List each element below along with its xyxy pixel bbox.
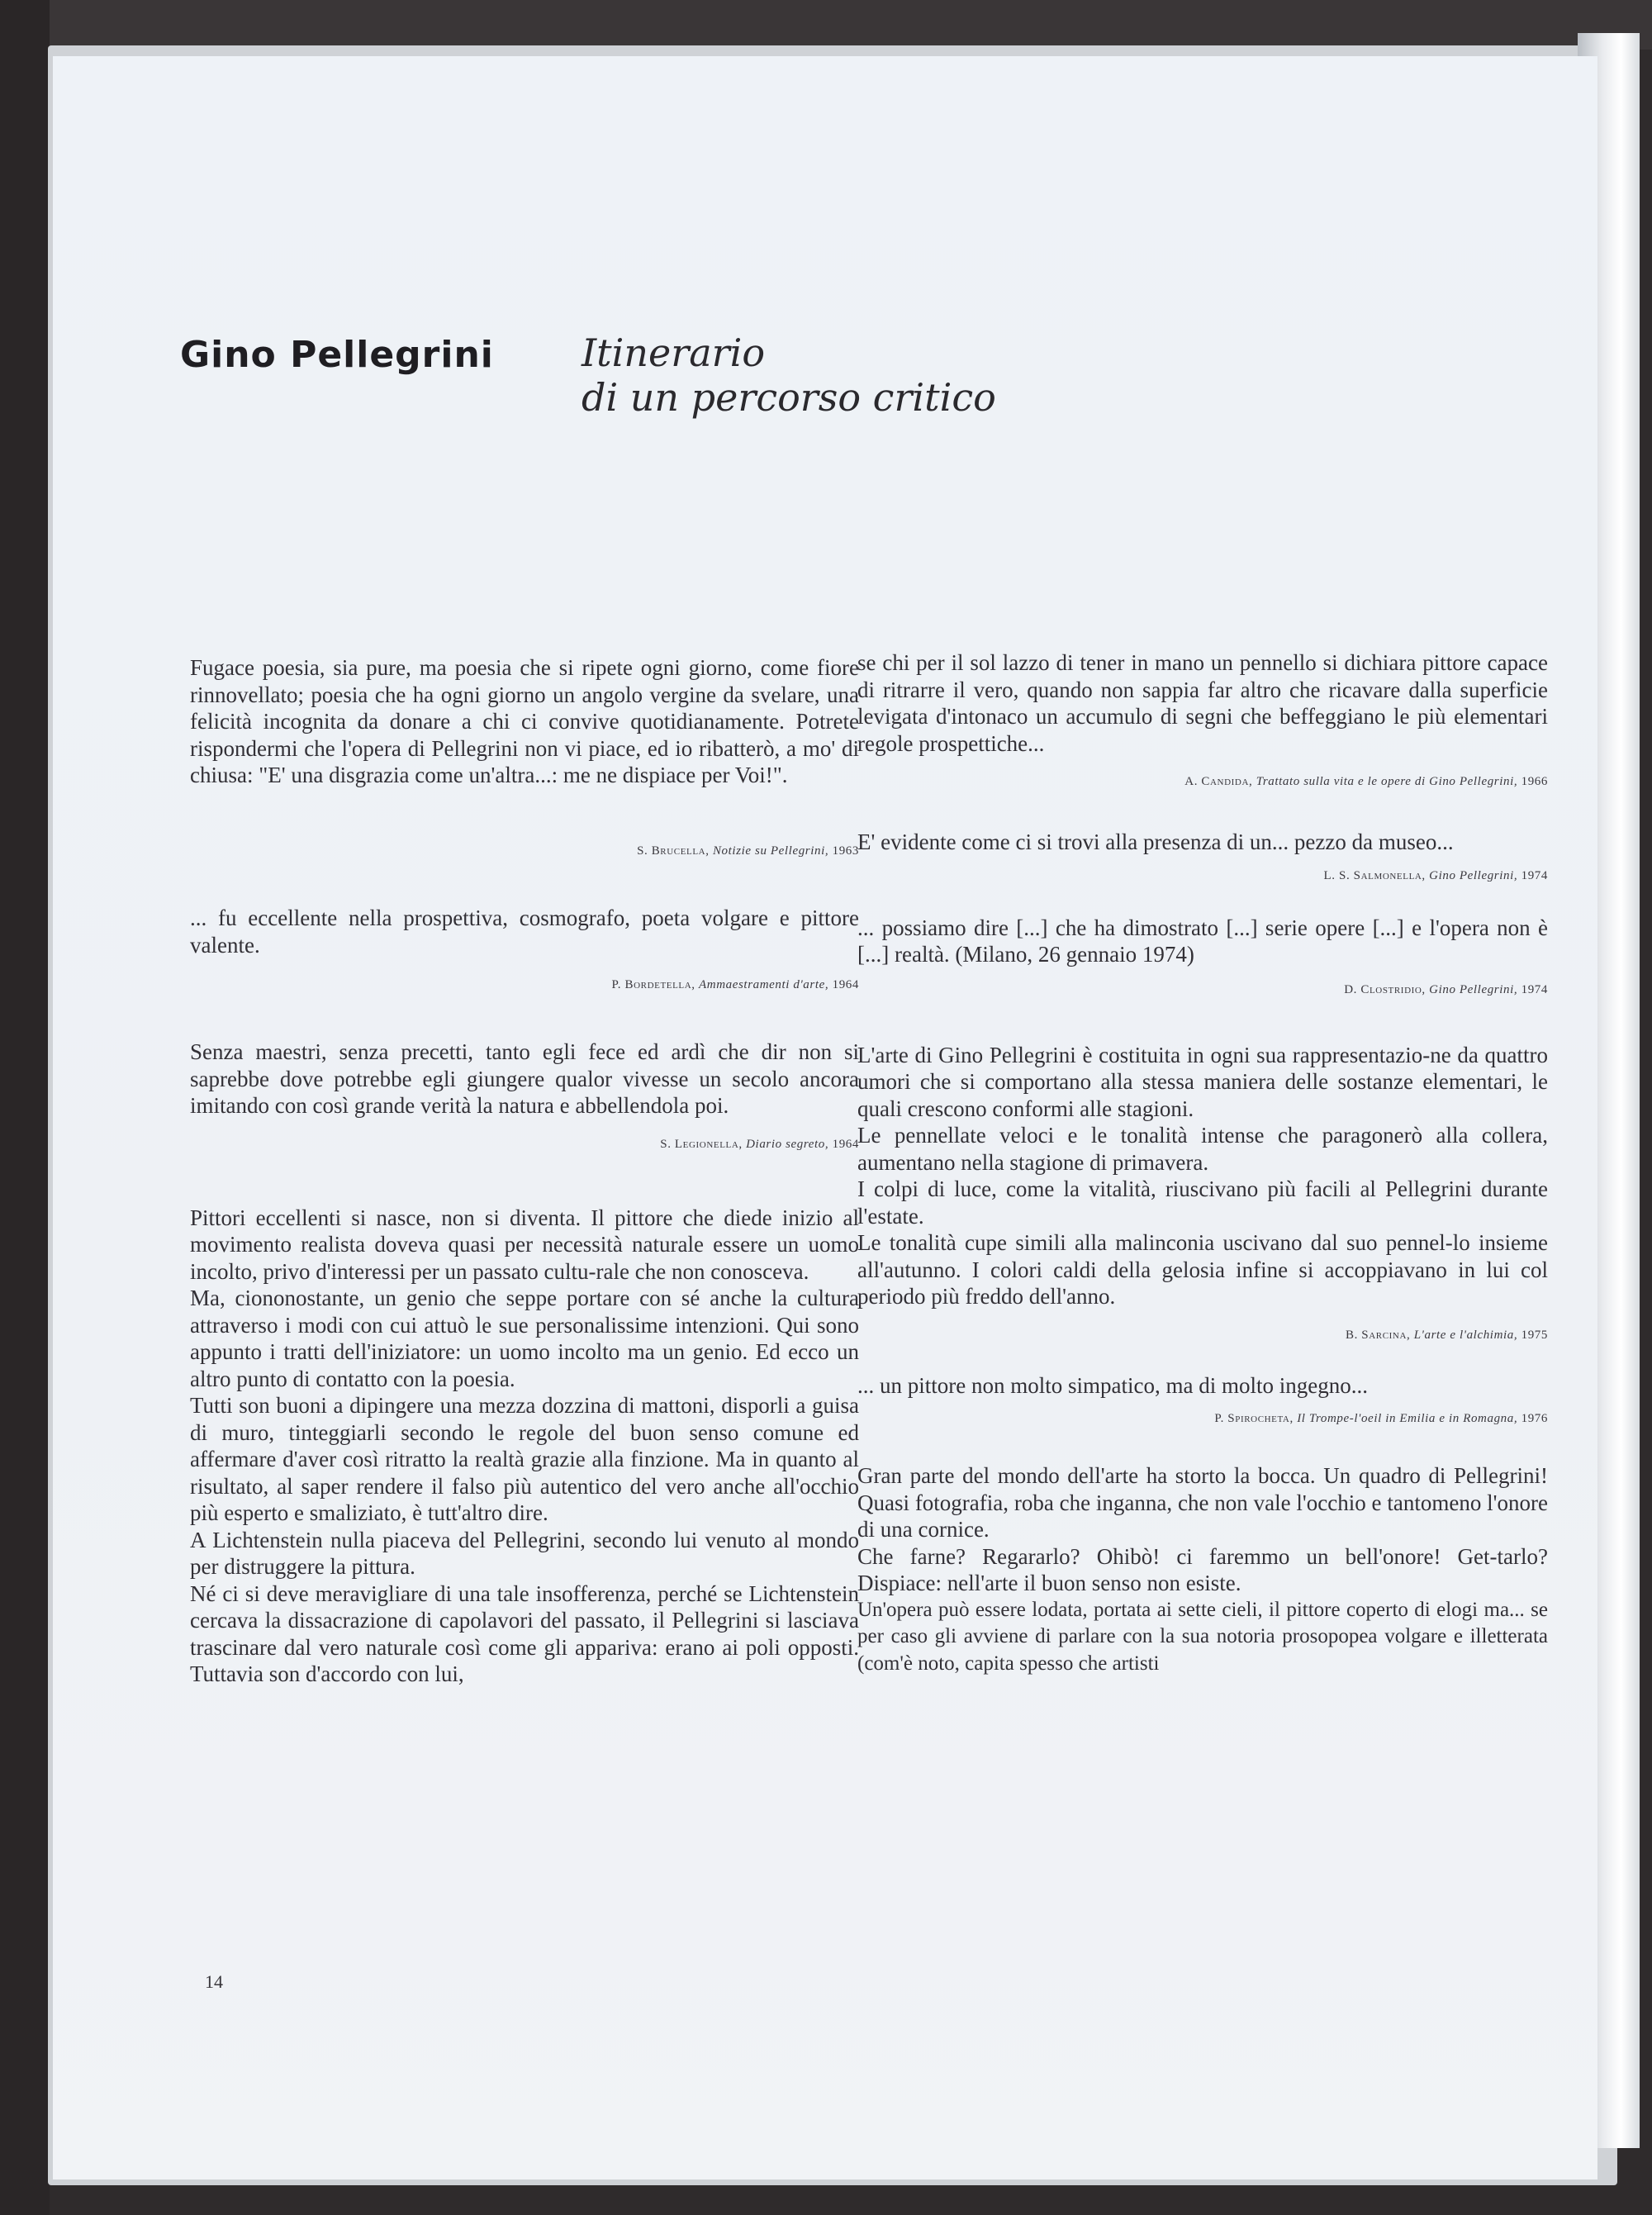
citation-work: Trattato sulla vita e le opere di Gino Pellegrini, <box>1256 775 1518 788</box>
citation <box>190 1138 859 1152</box>
essay-paragraph: Né ci si deve meravigliare di una tale insofferenza, perché se Lichtenstein cercava la dissacrazione di capolavori del passato, il Pellegrini si lasciava trascinare dal vero naturale così come gli appariva: erano ai poli opposti. Tuttavia son d'accordo con lui, <box>190 1580 859 1686</box>
page-title: Gino Pellegrini <box>180 334 494 376</box>
citation-year: 1976 <box>1521 1412 1548 1425</box>
citation-author: L. S. Salmonella, <box>1323 868 1426 882</box>
quote-text: Senza maestri, senza precetti, tanto egli fece ed ardì che dir non si saprebbe dove potrebbe egli giungere qualor vivesse un secolo ancora imitando con così grande verità la natura e abbellendola poi. <box>190 1039 859 1118</box>
citation-author: B. Sarcina, <box>1346 1328 1411 1342</box>
citation <box>190 978 859 992</box>
book-cover-top <box>0 0 1652 50</box>
citation-year: 1964 <box>832 978 859 991</box>
essay-paragraph: I colpi di luce, come la vitalità, riuscivano più facili al Pellegrini durante l'estate. <box>857 1176 1548 1229</box>
essay-paragraph: Ma, ciononostante, un genio che seppe portare con sé anche la cultura attraverso i modi con cui attuò le sue personalissime intenzioni. Qui sono appunto i tratti dell'iniziatore: un uomo incolto ma un genio. Ed ecco un altro punto di contatto con la poesia. <box>190 1286 859 1391</box>
citation-author: A. Candida, <box>1184 775 1253 788</box>
citation <box>857 869 1548 883</box>
citation-author: P. Spirocheta, <box>1214 1412 1294 1425</box>
essay-block <box>857 1462 1548 1677</box>
citation-author: D. Clostridio, <box>1344 982 1426 996</box>
citation-work: Diario segreto, <box>746 1137 829 1151</box>
essay-paragraph: Le pennellate veloci e le tonalità intense che paragonerò alla collera, aumentano nella stagione di primavera. <box>857 1123 1548 1175</box>
subtitle-line-2: di un percorso critico <box>582 375 996 420</box>
citation <box>857 1329 1548 1343</box>
quote-text: ... possiamo dire [...] che ha dimostrato [...] serie opere [...] e l'opera non è [...] realtà. (Milano, 26 gennaio 1974) <box>857 915 1548 967</box>
page-subtitle <box>582 330 996 420</box>
essay-paragraph: A Lichtenstein nulla piaceva del Pellegrini, secondo lui venuto al mondo per distruggere la pittura. <box>190 1527 859 1579</box>
citation-author: S. Legionella, <box>660 1137 743 1151</box>
essay-paragraph: Le tonalità cupe simili alla malinconia uscivano dal suo pennel-lo insieme all'autunno. I colori caldi della gelosia infine si accoppiavano in lui col periodo più freddo dell'anno. <box>857 1230 1548 1309</box>
essay-paragraph: Pittori eccellenti si nasce, non si diventa. Il pittore che diede inizio al movimento realista doveva quasi per necessità naturale essere un uomo incolto, privo d'interessi per un passato cultu-rale che non conosceva. <box>190 1205 859 1284</box>
citation-work: Il Trompe-l'oeil in Emilia e in Romagna, <box>1297 1412 1518 1425</box>
quote-text: se chi per il sol lazzo di tener in mano un pennello si dichiara pittore capace di ritrarre il vero, quando non sappia far altro che ricavare dalla superficie levigata d'intonaco un accumulo di segni che beffeggiano le più elementari regole prospettiche... <box>857 650 1548 756</box>
book-cover-left <box>0 0 50 2215</box>
quote-text: Fugace poesia, sia pure, ma poesia che si ripete ogni giorno, come fiore rinnovellato; poesia che ha ogni giorno un angolo vergine da svelare, una felicità incognita da donare a chi ci convive quotidianamente. Potrete rispondermi che l'opera di Pellegrini non vi piace, ed io ribatterò, a mo' di chiusa: "E' una disgrazia come un'altra...: me ne dispiace per Voi!". <box>190 655 859 787</box>
citation-author: P. Bordetella, <box>611 978 695 991</box>
essay-paragraph: Gran parte del mondo dell'arte ha storto la bocca. Un quadro di Pellegrini! Quasi fotografia, roba che inganna, che non vale l'occhio e tantomeno l'onore di una cornice. <box>857 1463 1548 1542</box>
page-number: 14 <box>205 1971 223 1992</box>
essay-block <box>190 1205 859 1688</box>
citation-year: 1974 <box>1521 868 1548 882</box>
quote-text: ... un pittore non molto simpatico, ma di molto ingegno... <box>857 1372 1368 1398</box>
book-page <box>53 56 1597 2179</box>
citation <box>857 775 1548 789</box>
quote-text: ... fu eccellente nella prospettiva, cosmografo, poeta volgare e pittore valente. <box>190 905 859 958</box>
essay-paragraph: L'arte di Gino Pellegrini è costituita in ogni sua rappresentazio-ne da quattro umori che si comportano alla stessa maniera delle sostanze elementari, le quali crescono conformi alle stagioni. <box>857 1042 1548 1121</box>
citation <box>190 844 859 858</box>
right-column <box>857 649 1548 1677</box>
left-column <box>190 654 859 1688</box>
citation-work: Notizie su Pellegrini, <box>712 844 829 858</box>
citation-work: L'arte e l'alchimia, <box>1413 1328 1518 1342</box>
essay-block <box>857 1042 1548 1310</box>
citation <box>857 983 1548 997</box>
citation-year: 1963 <box>832 844 859 858</box>
citation-year: 1966 <box>1521 775 1548 788</box>
quote-text: E' evidente come ci si trovi alla presenza di un... pezzo da museo... <box>857 829 1454 854</box>
subtitle-line-1: Itinerario <box>582 330 766 375</box>
citation-work: Gino Pellegrini, <box>1429 868 1518 882</box>
citation-year: 1975 <box>1521 1328 1548 1342</box>
citation-year: 1964 <box>832 1137 859 1151</box>
essay-paragraph: Che farne? Regararlo? Ohibò! ci faremmo un bell'onore! Get-tarlo? Dispiace: nell'arte il buon senso non esiste. <box>857 1543 1548 1595</box>
essay-paragraph: Tutti son buoni a dipingere una mezza dozzina di mattoni, disporli a guisa di muro, tinteggiarli secondo le regole del buon senso comune ed affermare d'aver così ritratto la realtà grazie alla finzione. Ma in quanto al risultato, al saper rendere il falso più autentico del vero anche all'occhio più esperto e smaliziato, è tutt'altro dire. <box>190 1393 859 1525</box>
citation-work: Ammaestramenti d'arte, <box>699 978 829 991</box>
essay-paragraph: Un'opera può essere lodata, portata ai sette cieli, il pittore coperto di elogi ma... se per caso gli avviene di parlare con la sua notoria prosopopea volgare e illetterata (com'è noto, capita spesso che artisti <box>857 1598 1548 1675</box>
citation-work: Gino Pellegrini, <box>1429 982 1518 996</box>
citation-author: S. Brucella, <box>637 844 710 858</box>
citation <box>857 1412 1548 1426</box>
citation-year: 1974 <box>1521 982 1548 996</box>
